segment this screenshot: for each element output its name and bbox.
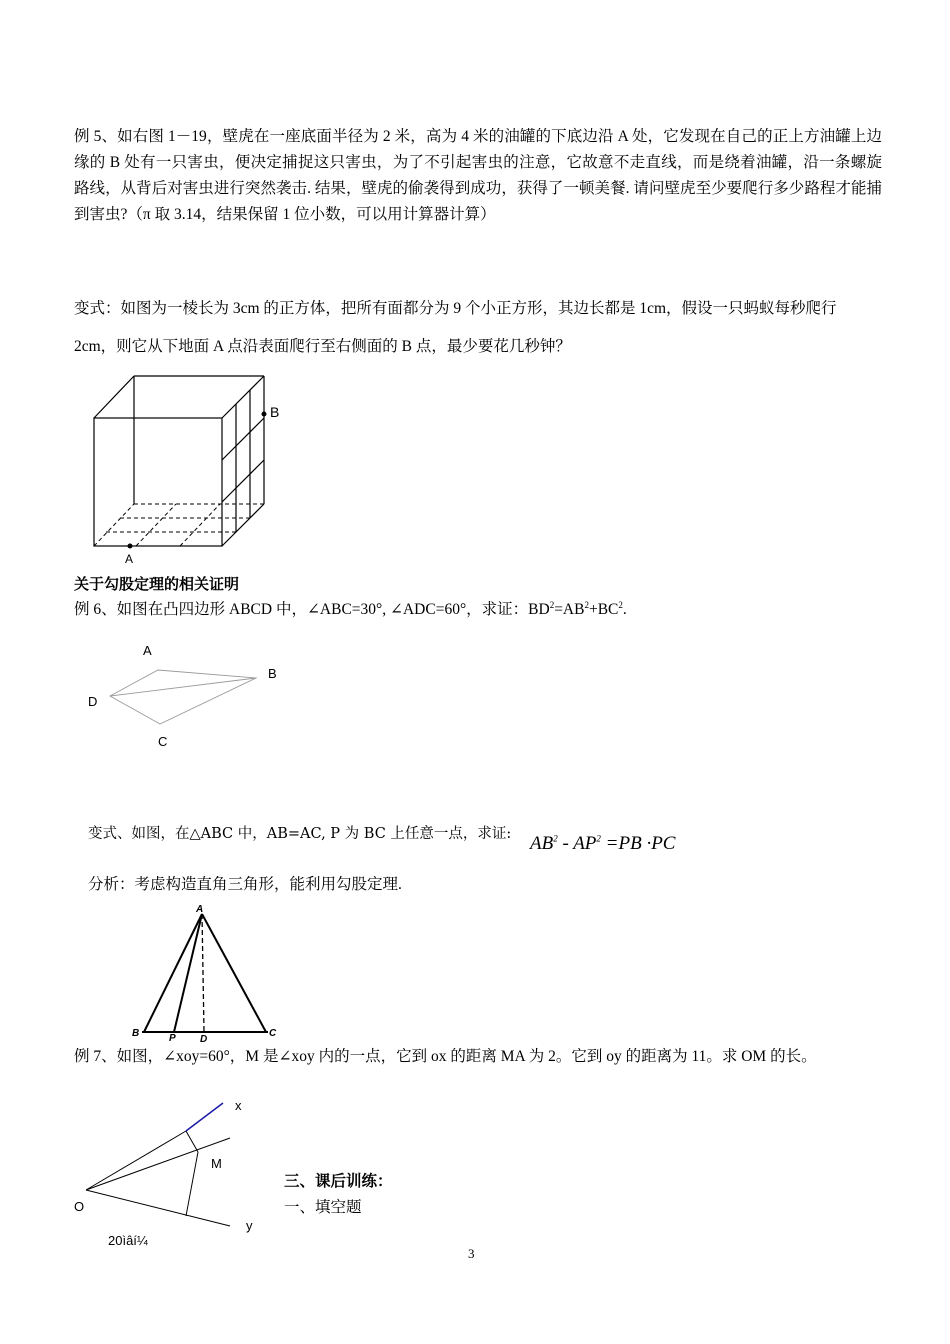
figure-caption: 20ìâí¼ (108, 1233, 148, 1248)
point-a (128, 544, 133, 549)
quad-label-a: A (143, 643, 152, 658)
example-7-text: 例 7、如图，∠xoy=60°，M 是∠xoy 内的一点，它到 ox 的距离 MA 为 2。它到 oy 的距离为 11。求 OM 的长。 (74, 1048, 817, 1065)
page-number: 3 (468, 1246, 475, 1261)
tri-label-a: A (196, 904, 204, 915)
angle-label-y: y (246, 1218, 253, 1233)
tri-label-d: D (200, 1034, 208, 1045)
angle-label-o: O (74, 1199, 85, 1214)
formula: $AB^2 - AP^2 =PB \cdot PC$ (530, 833, 676, 854)
variant-1-text: 变式：如图为一棱长为 3cm 的正方体，把所有面都分为 9 个小正方形，其边长都是 1cm，假设一只蚂蚁每秒爬行 2cm，则它从下地面 A 点沿表面爬行至右侧面的 B 点，最少要花几秒钟？ (74, 300, 837, 355)
section-3-title: 三、课后训练： (284, 1173, 393, 1190)
triangle-figure (140, 908, 300, 1038)
tri-label-b: B (132, 1028, 140, 1039)
angle-label-x: x (235, 1098, 242, 1113)
analysis-text: 分析：考虑构造直角三角形，能利用勾股定理. (88, 876, 402, 893)
cube-label-a: A (125, 552, 134, 566)
point-b (262, 412, 267, 417)
variant-2-text: 变式、如图，在△ABC 中，AB=AC, P 为 BC 上任意一点，求证: (88, 826, 512, 842)
quad-label-b: B (268, 666, 277, 681)
cube-label-b: B (270, 404, 280, 420)
tri-label-p: P (169, 1033, 176, 1044)
section-3-subtitle: 一、填空题 (284, 1199, 362, 1216)
example-5-text: 例 5、如右图 1－19，壁虎在一座底面半径为 2 米，高为 4 米的油罐的下底边沿 A 处，它发现在自己的正上方油罐上边缘的 B 处有一只害虫，便决定捕捉这只害虫，为了不引起害虫的注意，它故意不走直线，而是绕着油罐，沿一条螺旋路线，从背后对害虫进行突然袭击. 结果，壁虎的偷袭得到成功，获得了一顿美餐. 请问壁虎至少要爬行多少路程才能捕到害虫?（π 取 3.14，结果保留 1 位小数，可以用计算器计算） (74, 128, 882, 223)
angle-figure (80, 1098, 280, 1238)
quad-label-c: C (158, 734, 168, 749)
tri-label-c: C (269, 1028, 277, 1039)
section-heading: 关于勾股定理的相关证明 (74, 575, 240, 593)
quad-label-d: D (88, 694, 98, 709)
example-6-text: 例 6、如图在凸四边形 ABCD 中，∠ABC=30°, ∠ADC=60°，求证：$BD^2=AB^2+BC^2$. (74, 599, 627, 618)
angle-label-m: M (211, 1156, 222, 1171)
cube-figure (88, 372, 388, 572)
